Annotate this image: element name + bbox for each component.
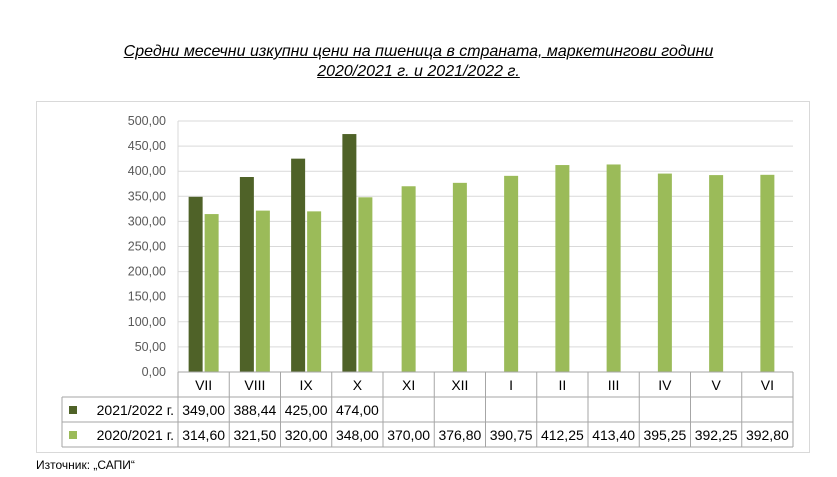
legend-swatch xyxy=(69,431,77,439)
y-tick-label: 450,00 xyxy=(127,139,166,154)
bar xyxy=(342,134,356,372)
data-label: 413,40 xyxy=(592,427,636,443)
bar xyxy=(555,165,569,372)
y-tick-label: 400,00 xyxy=(127,164,166,179)
y-tick-label: 100,00 xyxy=(127,314,166,329)
x-tick-label: XII xyxy=(451,377,469,393)
bar xyxy=(607,164,621,372)
x-tick-label: V xyxy=(711,377,721,393)
data-label: 425,00 xyxy=(284,402,328,418)
x-tick-label: IV xyxy=(658,377,672,393)
data-label: 388,44 xyxy=(233,402,277,418)
data-label: 314,60 xyxy=(182,427,226,443)
data-label: 412,25 xyxy=(540,427,584,443)
legend-label: 2021/2022 г. xyxy=(96,402,174,418)
legend-label: 2020/2021 г. xyxy=(96,427,174,443)
data-label: 321,50 xyxy=(233,427,277,443)
y-tick-label: 250,00 xyxy=(127,239,166,254)
bar xyxy=(291,159,305,372)
source-note: Източник: „САПИ“ xyxy=(36,458,135,472)
data-label: 395,25 xyxy=(643,427,687,443)
bar xyxy=(189,197,203,372)
y-tick-label: 0,00 xyxy=(141,365,166,379)
bar xyxy=(709,175,723,372)
data-label: 392,80 xyxy=(745,427,789,443)
bar xyxy=(402,186,416,372)
data-label: 370,00 xyxy=(387,427,431,443)
chart-area xyxy=(36,101,810,453)
y-tick-label: 200,00 xyxy=(127,264,166,279)
bar xyxy=(307,211,321,372)
y-tick-label: 500,00 xyxy=(127,114,166,128)
data-label: 474,00 xyxy=(335,402,379,418)
bar xyxy=(658,174,672,372)
x-tick-label: X xyxy=(352,377,363,393)
data-label: 376,80 xyxy=(438,427,482,443)
data-label: 392,25 xyxy=(694,427,738,443)
data-label: 348,00 xyxy=(335,427,379,443)
data-label: 320,00 xyxy=(284,427,328,443)
y-tick-label: 300,00 xyxy=(127,214,166,229)
legend-swatch xyxy=(69,406,77,414)
y-tick-label: 50,00 xyxy=(134,339,166,354)
x-tick-label: XI xyxy=(402,377,416,393)
x-tick-label: I xyxy=(509,377,514,393)
bar xyxy=(760,175,774,372)
bar xyxy=(504,176,518,372)
chart-title-line1: Средни месечни изкупни цени на пшеница в страната, маркетингови години xyxy=(123,43,714,60)
y-tick-label: 150,00 xyxy=(127,289,166,304)
x-tick-label: III xyxy=(607,377,620,393)
x-tick-label: VI xyxy=(760,377,774,393)
bar xyxy=(205,214,219,372)
bar-chart xyxy=(37,102,809,452)
bar xyxy=(358,197,372,372)
data-label: 390,75 xyxy=(489,427,533,443)
bar xyxy=(453,183,467,372)
x-tick-label: VIII xyxy=(244,377,266,393)
chart-title xyxy=(0,42,837,82)
x-tick-label: VII xyxy=(195,377,213,393)
data-label: 349,00 xyxy=(182,402,226,418)
y-tick-label: 350,00 xyxy=(127,189,166,204)
bar xyxy=(256,211,270,372)
x-tick-label: IX xyxy=(299,377,313,393)
bar xyxy=(240,177,254,372)
chart-title-line2: 2020/2021 г. и 2021/2022 г. xyxy=(317,63,520,80)
x-tick-label: II xyxy=(558,377,567,393)
